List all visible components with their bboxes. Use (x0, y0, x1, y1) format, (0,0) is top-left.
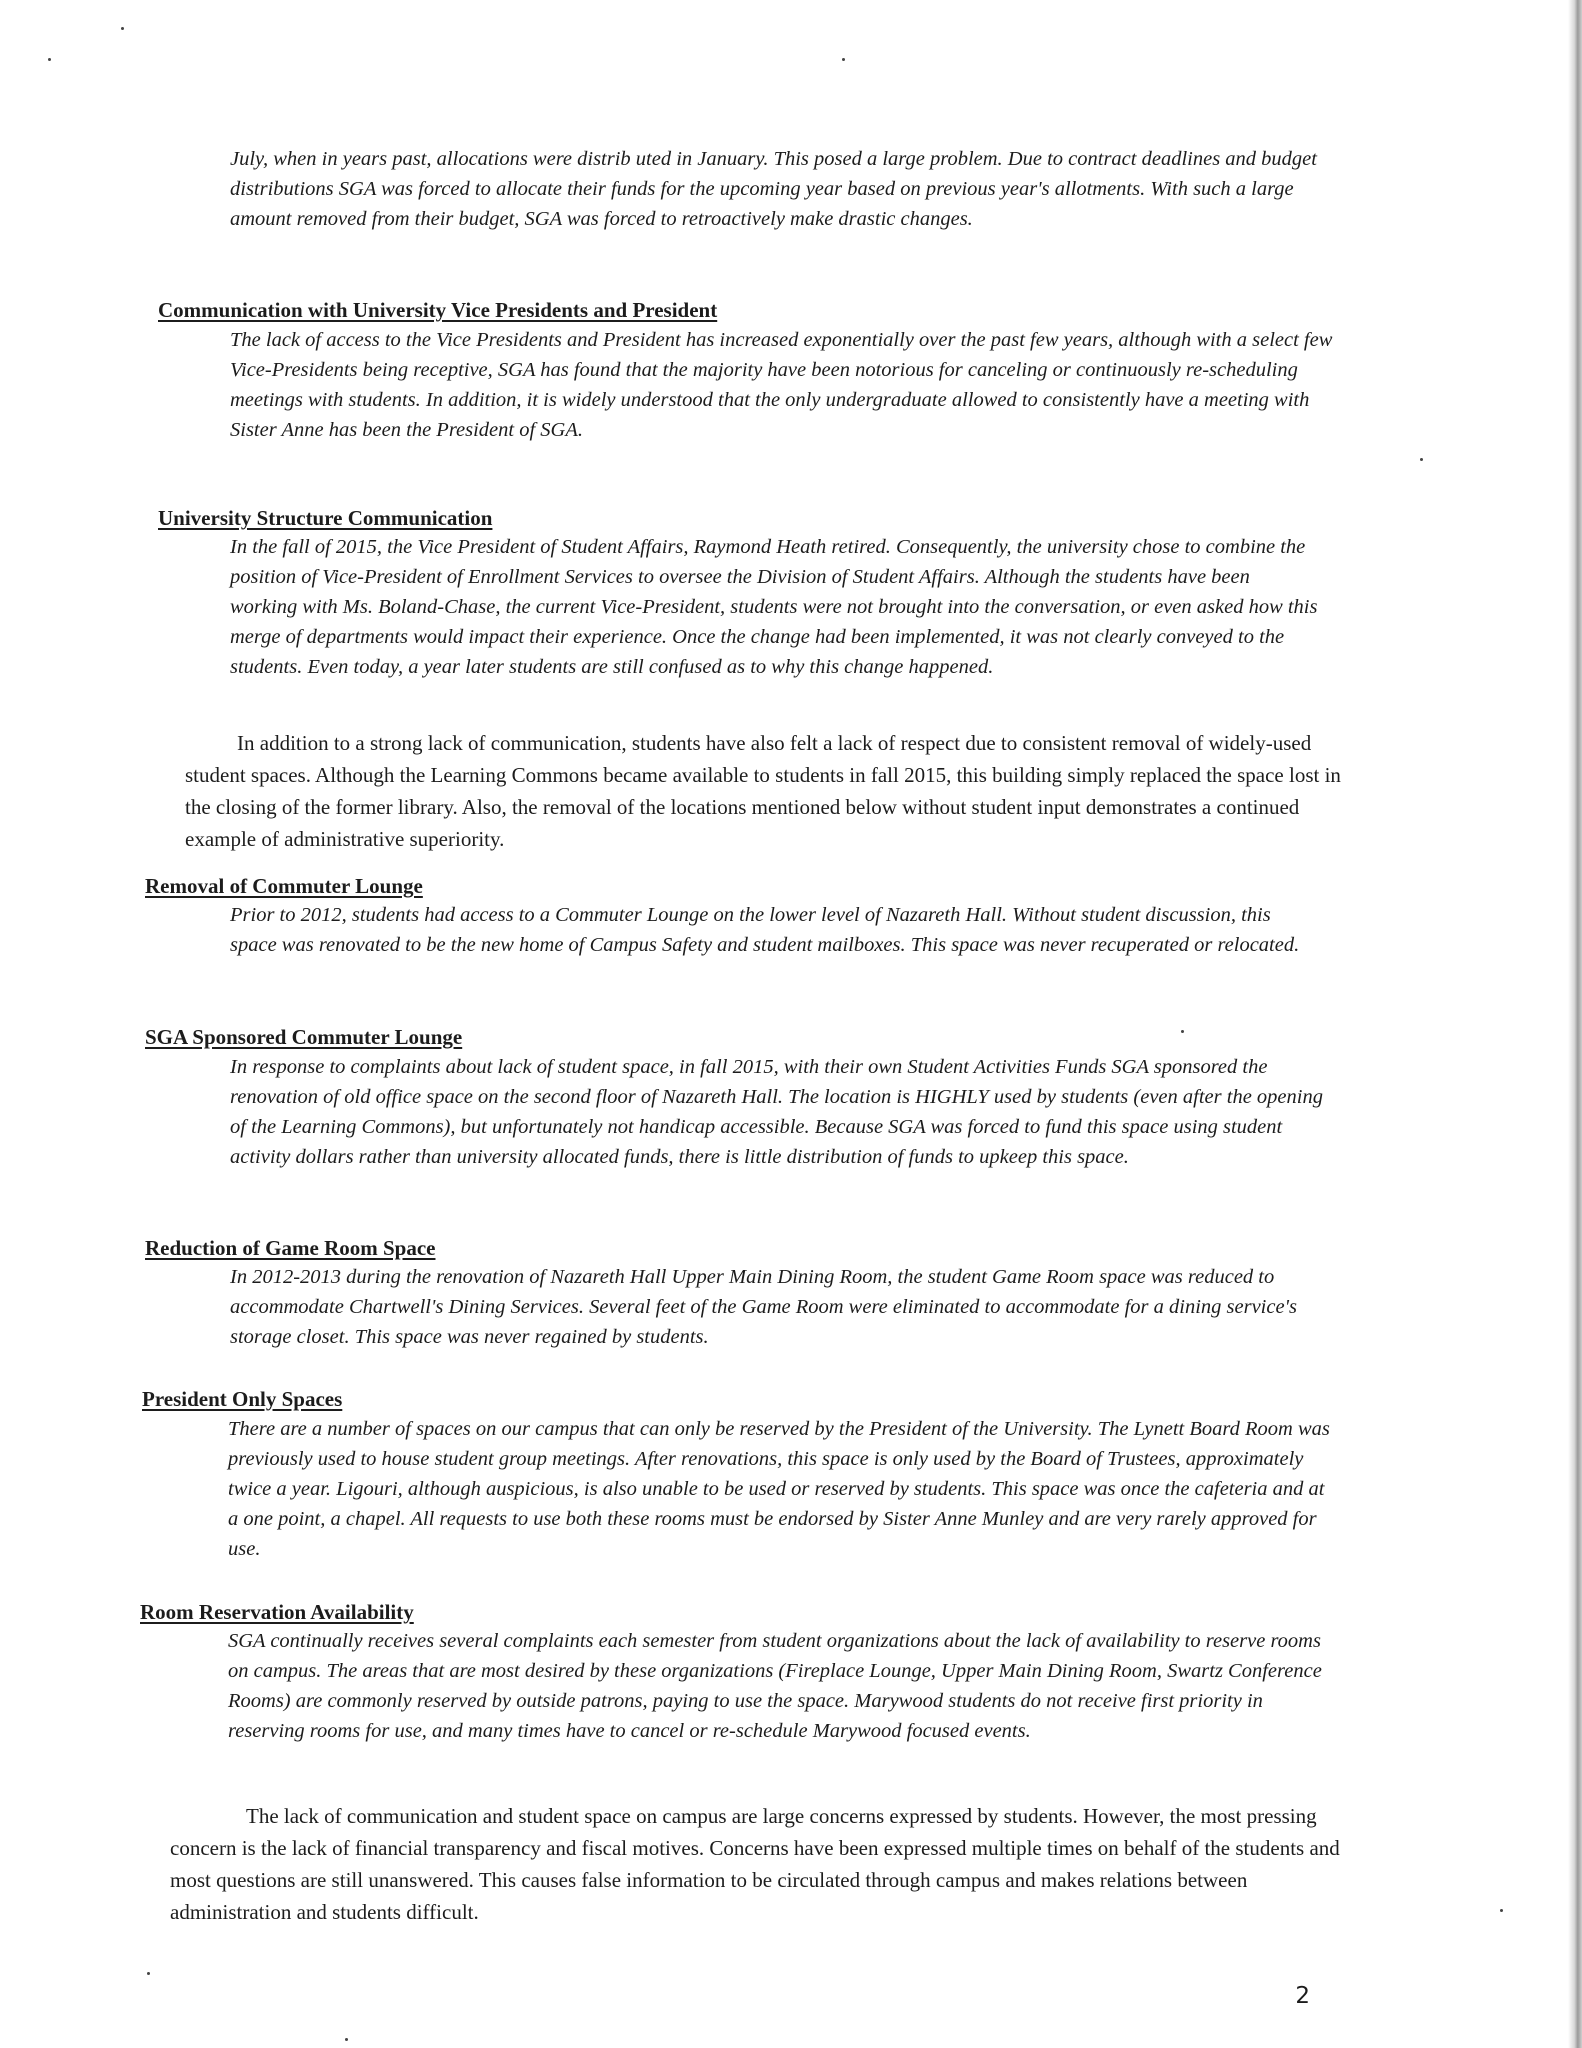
scan-speck (1420, 458, 1423, 461)
scan-speck (147, 1972, 150, 1975)
heading-sga-commuter-lounge: SGA Sponsored Commuter Lounge (145, 1025, 463, 1049)
page-number: 2 (1295, 1983, 1310, 2009)
heading-president-only-spaces: President Only Spaces (142, 1387, 343, 1411)
body-president-only-spaces: There are a number of spaces on our campus that can only be reserved by the President of the University. The Lynett Board Room was previously used to house student group meetings. After renovations, this space is only used by the Board of Trustees, approximately twice a year. Ligouri, although auspicious, is also unable to be used or reserved by students. This space was once the cafeteria and at a one point, a chapel. All requests to use both these rooms must be endorsed by Sister Anne Munley and are very rarely approved for use. (228, 1418, 1330, 1560)
scan-speck (345, 2038, 348, 2041)
scan-speck (842, 58, 845, 61)
paragraph-student-space: In addition to a strong lack of communication, students have also felt a lack of respect due to consistent removal of widely-used student spaces. Although the Learning Commons became available to students in fall 2015, this building simply replaced the space lost in the closing of the former library. Also, the removal of the locations mentioned below without student input demonstrates a continued example of administrative superiority. (185, 731, 1341, 851)
body-structure-communication: In the fall of 2015, the Vice President of Student Affairs, Raymond Heath retired. Consequently, the university chose to combine the position of Vice-President of Enrollment Services to oversee the Division of Student Affairs. Although the students have been working with Ms. Boland-Chase, the current Vice-President, students were not brought into the conversation, or even asked how this merge of departments would impact their experience. Once the change had been implemented, it was not clearly conveyed to the students. Even today, a year later students are still confused as to why this change happened. (230, 536, 1318, 678)
heading-room-reservation: Room Reservation Availability (140, 1600, 414, 1624)
scan-speck (1500, 1909, 1503, 1912)
heading-structure-communication: University Structure Communication (158, 506, 493, 530)
body-vp-communication: The lack of access to the Vice Presidents and President has increased exponentially over the past few years, although with a select few Vice-Presidents being receptive, SGA has found that the majority have been notorious for canceling or continuously re-scheduling meetings with students. In addition, it is widely understood that the only undergraduate allowed to consistently have a meeting with Sister Anne has been the President of SGA. (230, 329, 1333, 441)
paragraph-closing: The lack of communication and student space on campus are large concerns expressed by students. However, the most pressing concern is the lack of financial transparency and fiscal motives. Concerns have been expressed multiple times on behalf of the students and most questions are still unanswered. This causes false information to be circulated through campus and makes relations between administration and students difficult. (170, 1804, 1340, 1924)
scan-speck (48, 58, 51, 61)
heading-vp-communication: Communication with University Vice Presidents and President (158, 298, 718, 322)
heading-game-room: Reduction of Game Room Space (145, 1236, 436, 1260)
scan-edge-shadow (1568, 0, 1582, 2048)
body-game-room: In 2012-2013 during the renovation of Nazareth Hall Upper Main Dining Room, the student Game Room space was reduced to accommodate Chartwell's Dining Services. Several feet of the Game Room were eliminated to accommodate for a dining service's storage closet. This space was never regained by students. (230, 1266, 1297, 1348)
heading-commuter-lounge-removal: Removal of Commuter Lounge (145, 874, 423, 898)
body-sga-commuter-lounge: In response to complaints about lack of student space, in fall 2015, with their own Student Activities Funds SGA sponsored the renovation of old office space on the second floor of Nazareth Hall. The location is HIGHLY used by students (even after the opening of the Learning Commons), but unfortunately not handicap accessible. Because SGA was forced to fund this space using student activity dollars rather than university allocated funds, there is little distribution of funds to upkeep this space. (230, 1056, 1323, 1168)
intro-continuation-paragraph: July, when in years past, allocations were distrib uted in January. This posed a large problem. Due to contract deadlines and budget distributions SGA was forced to allocate their funds for the upcoming year based on previous year's allotments. With such a large amount removed from their budget, SGA was forced to retroactively make drastic changes. (230, 148, 1317, 230)
body-commuter-lounge-removal: Prior to 2012, students had access to a Commuter Lounge on the lower level of Nazareth Hall. Without student discussion, this space was renovated to be the new home of Campus Safety and student mailboxes. This space was never recuperated or relocated. (230, 904, 1300, 956)
scan-speck (1181, 1030, 1184, 1033)
scan-speck (121, 27, 124, 30)
body-room-reservation: SGA continually receives several complaints each semester from student organizations about the lack of availability to reserve rooms on campus. The areas that are most desired by these organizations (Fireplace Lounge, Upper Main Dining Room, Swartz Conference Rooms) are commonly reserved by outside patrons, paying to use the space. Marywood students do not receive first priority in reserving rooms for use, and many times have to cancel or re-schedule Marywood focused events. (228, 1630, 1322, 1742)
